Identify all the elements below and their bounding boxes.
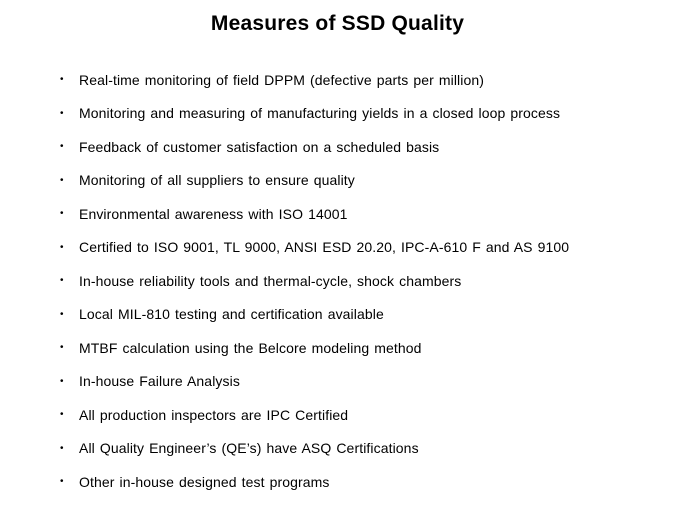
bullet-icon: •: [60, 241, 64, 253]
bullet-text: Local MIL-810 testing and certification available: [79, 306, 384, 323]
bullet-icon: •: [60, 476, 64, 488]
bullet-text: Feedback of customer satisfaction on a scheduled basis: [79, 138, 440, 155]
slide-title: Measures of SSD Quality: [210, 12, 465, 35]
bullet-icon: •: [60, 141, 64, 153]
bullet-icon: •: [60, 74, 64, 86]
bullet-icon: •: [60, 275, 64, 287]
bullet-text: Environmental awareness with ISO 14001: [79, 205, 348, 222]
bullet-icon: •: [60, 375, 64, 387]
bullet-text: MTBF calculation using the Belcore modeling method: [79, 339, 422, 356]
bullet-text: In-house reliability tools and thermal-cycle, shock chambers: [79, 272, 462, 289]
bullet-text: All production inspectors are IPC Certified: [79, 406, 349, 423]
bullet-icon: •: [60, 107, 64, 119]
bullet-icon: •: [60, 342, 64, 354]
bullet-icon: •: [60, 409, 64, 421]
bullet-text: All Quality Engineer’s (QE’s) have ASQ Certifications: [79, 440, 419, 457]
bullet-text: Real-time monitoring of field DPPM (defective parts per million): [79, 71, 484, 88]
bullet-icon: •: [60, 442, 64, 454]
bullet-text: Monitoring of all suppliers to ensure quality: [79, 172, 355, 189]
bullet-icon: •: [60, 208, 64, 220]
bullet-text: In-house Failure Analysis: [79, 373, 240, 390]
bullet-text: Other in-house designed test programs: [79, 473, 330, 490]
bullet-text: Certified to ISO 9001, TL 9000, ANSI ESD 20.20, IPC-A-610 F and AS 9100: [79, 239, 570, 256]
bullet-text: Monitoring and measuring of manufacturing yields in a closed loop process: [79, 105, 561, 122]
bullet-icon: •: [60, 308, 64, 320]
bullet-icon: •: [60, 174, 64, 186]
